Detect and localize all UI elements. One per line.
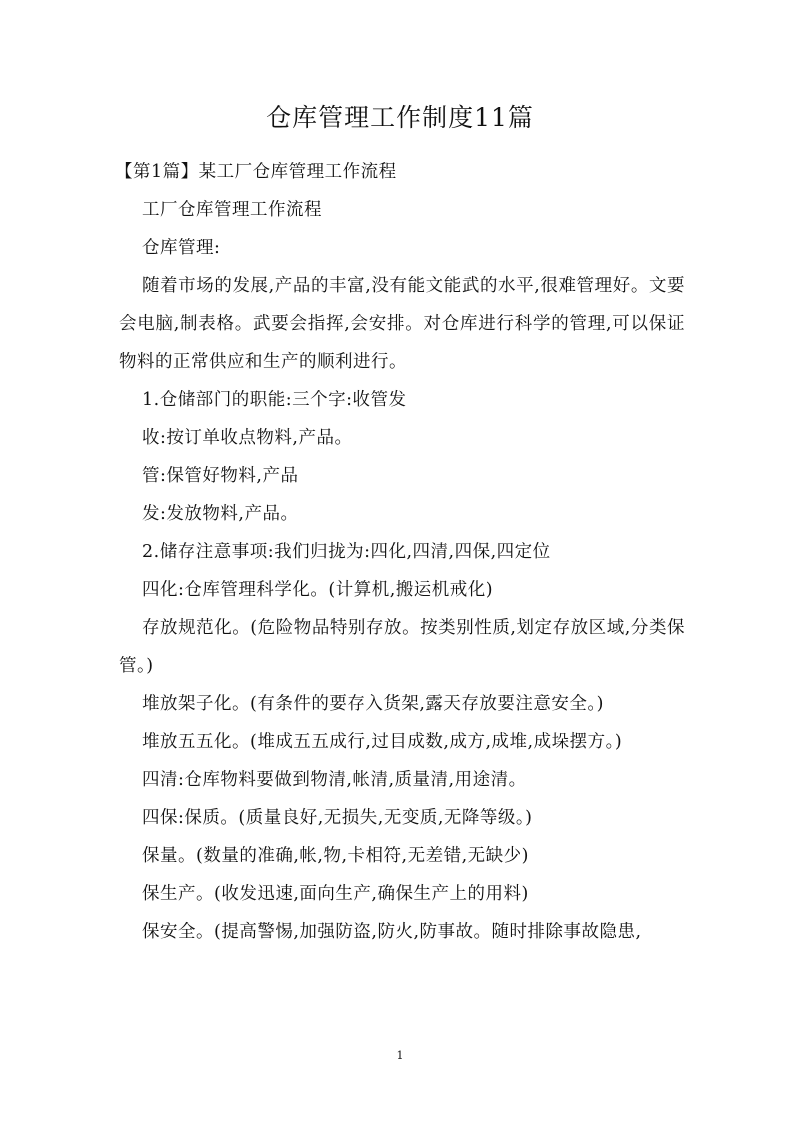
paragraph: 保量。(数量的准确,帐,物,卡相符,无差错,无缺少) <box>142 846 529 866</box>
paragraph: 管:保管好物料,产品 <box>142 466 299 486</box>
paragraph: 四保:保质。(质量良好,无损失,无变质,无降等级。) <box>142 808 533 828</box>
section-heading: 【第1篇】某工厂仓库管理工作流程 <box>115 162 397 182</box>
paragraph: 堆放五五化。(堆成五五成行,过目成数,成方,成堆,成垛摆方。) <box>142 732 623 752</box>
paragraph: 存放规范化。(危险物品特别存放。按类别性质,划定存放区域,分类保管。) <box>119 618 685 676</box>
page-number: 1 <box>396 1049 404 1062</box>
paragraph: 1.仓储部门的职能:三个字:收管发 <box>142 390 407 410</box>
paragraph: 2.储存注意事项:我们归拢为:四化,四清,四保,四定位 <box>142 542 551 562</box>
paragraph: 堆放架子化。(有条件的要存入货架,露天存放要注意安全。) <box>142 694 604 714</box>
paragraph: 仓库管理: <box>142 238 221 258</box>
paragraph: 四清:仓库物料要做到物清,帐清,质量清,用途清。 <box>142 770 527 790</box>
paragraph: 收:按订单收点物料,产品。 <box>142 428 353 448</box>
paragraph: 保安全。(提高警惕,加强防盗,防火,防事故。随时排除事故隐患, <box>142 922 642 942</box>
paragraph: 工厂仓库管理工作流程 <box>142 200 322 220</box>
paragraph: 保生产。(收发迅速,面向生产,确保生产上的用料) <box>142 884 529 904</box>
document-body <box>115 153 685 951</box>
paragraph: 随着市场的发展,产品的丰富,没有能文能武的水平,很难管理好。文要会电脑,制表格。武要会指挥,会安排。对仓库进行科学的管理,可以保证物料的正常供应和生产的顺利进行。 <box>119 276 685 372</box>
paragraph: 四化:仓库管理科学化。(计算机,搬运机戒化) <box>142 580 494 600</box>
document-title: 仓库管理工作制度11篇 <box>266 103 534 132</box>
paragraph: 发:发放物料,产品。 <box>142 504 299 524</box>
